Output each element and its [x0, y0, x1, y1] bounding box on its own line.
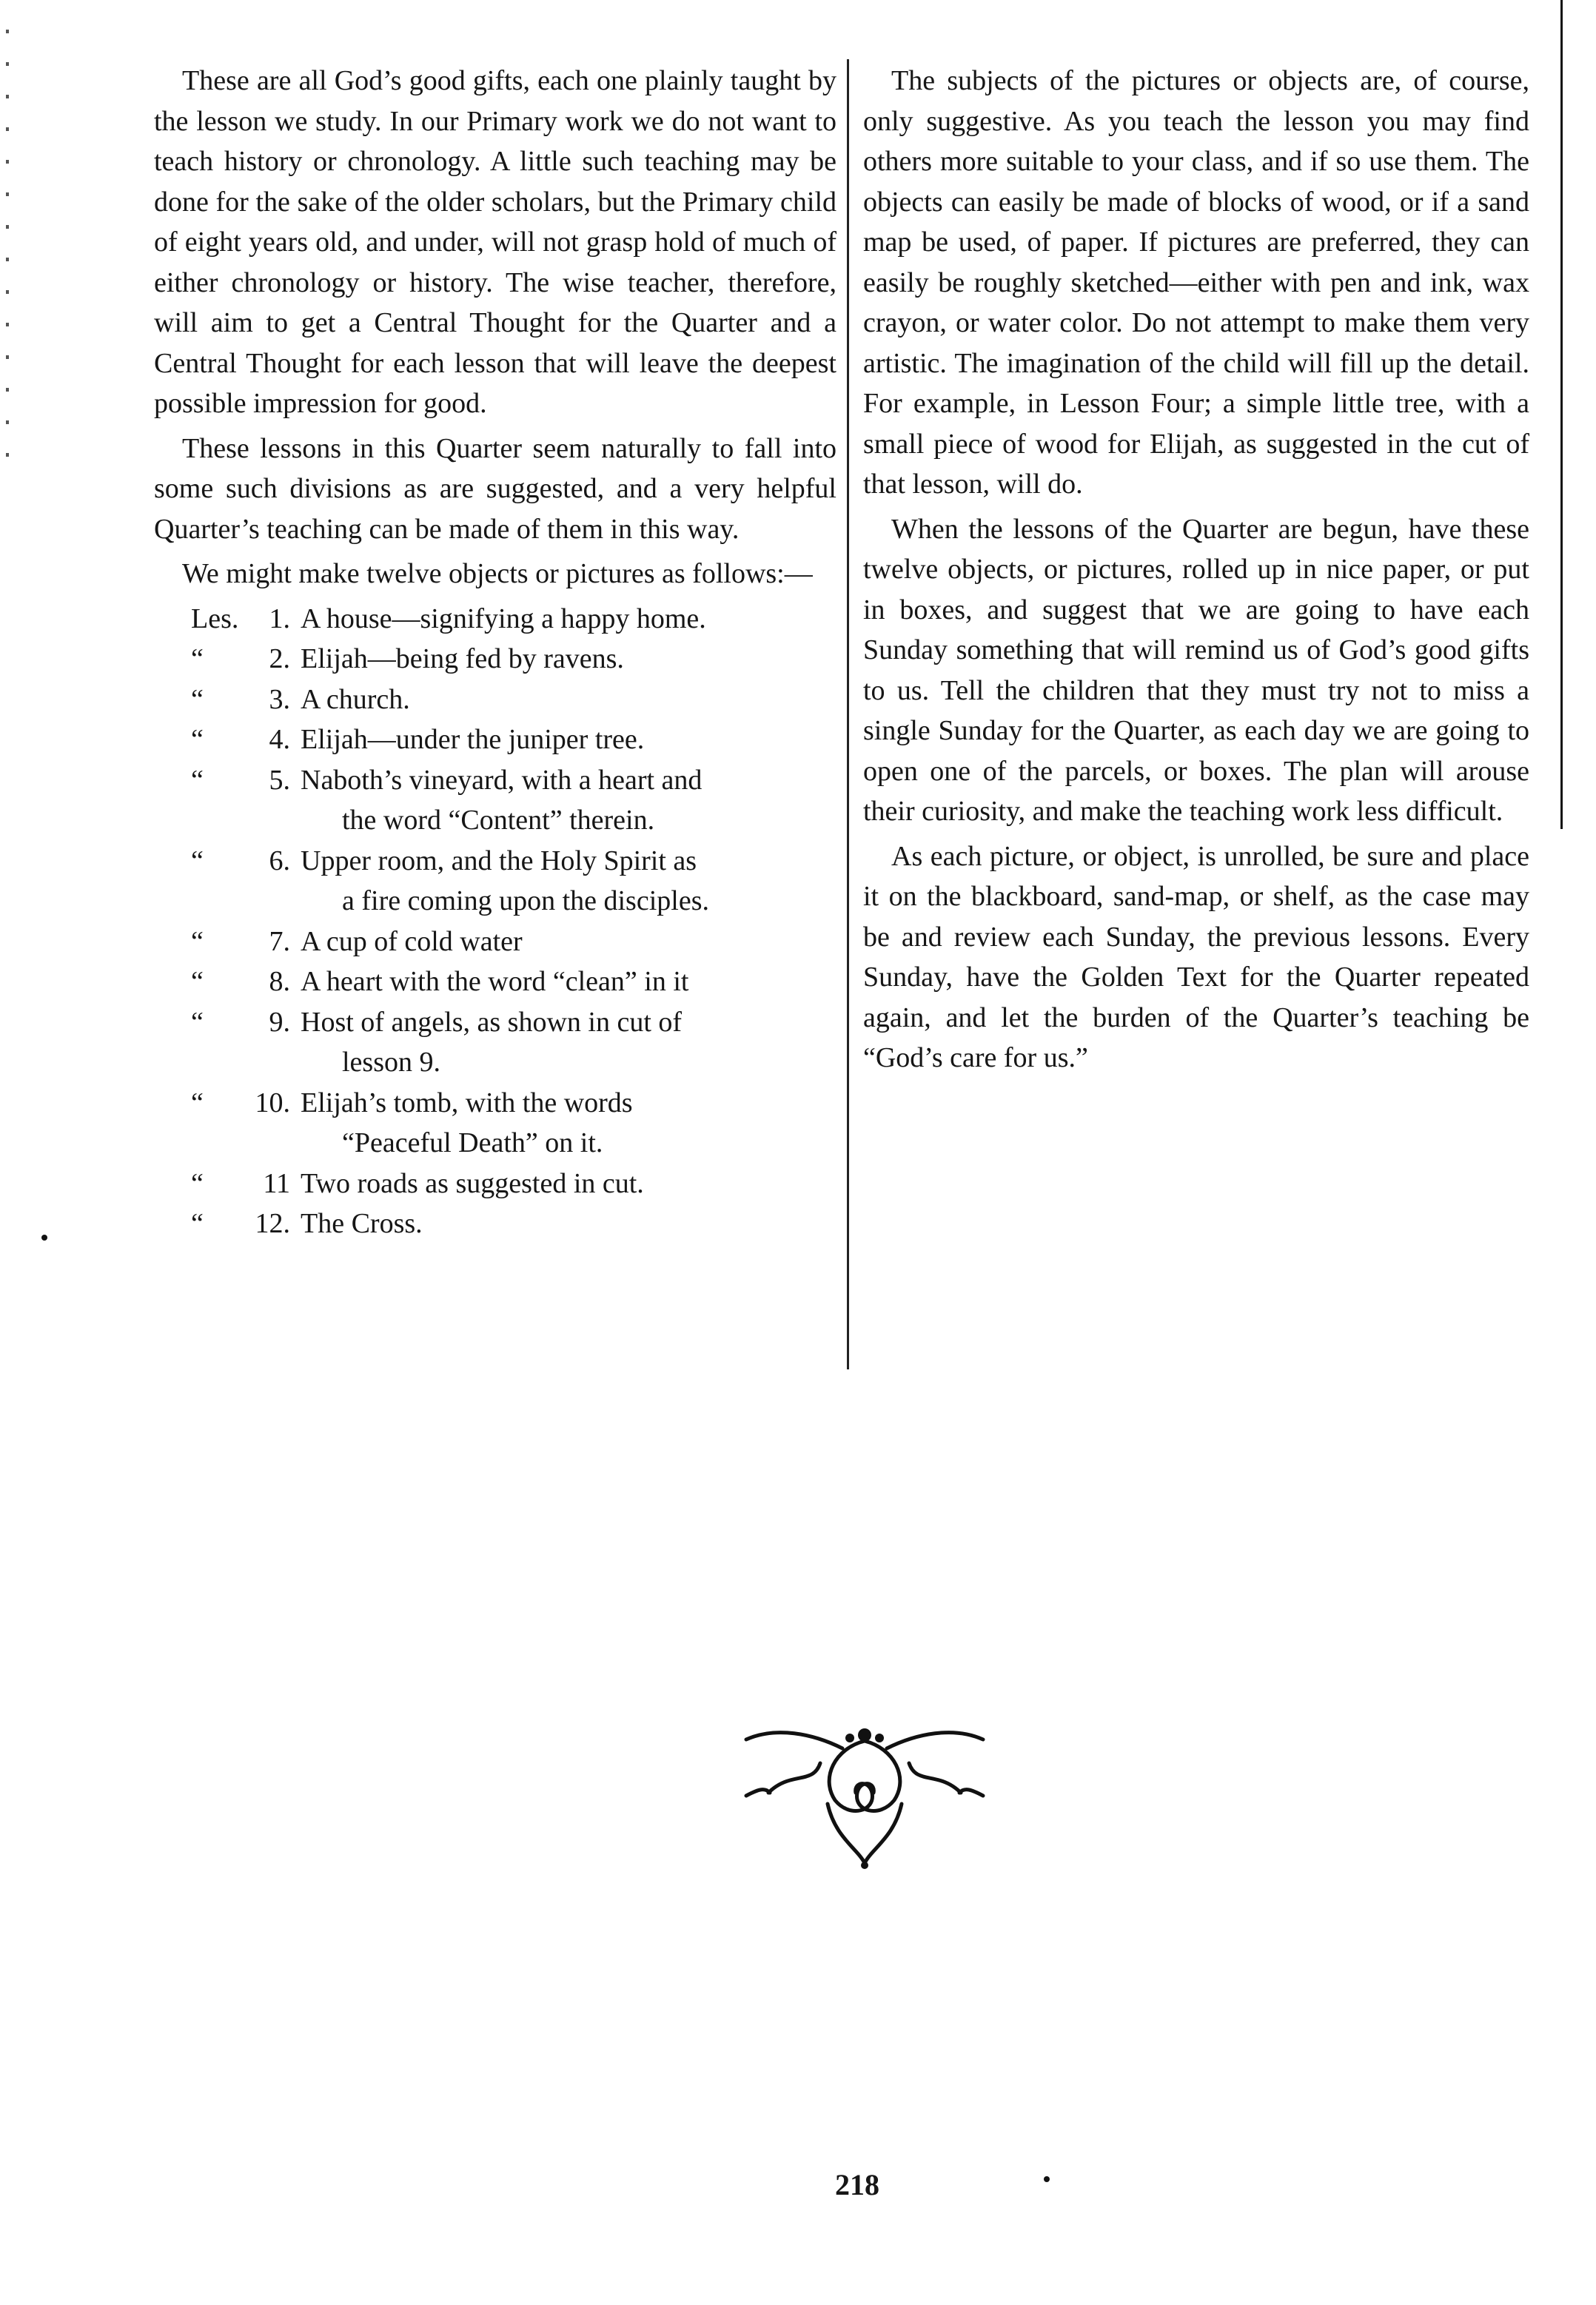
right-paragraph-1: The subjects of the pictures or objects are, of course, only suggestive. As you teach the lesson you may find others more suitable to your class, and if so use them. The objects can easily be made of blocks of wood, or if a sand map be used, of paper. If pictures are preferred, they can easily be roughly sketched—either with pen and ink, wax crayon, or water color. Do not attempt to make them very artistic. The imagination of the child will fill up the detail. For example, in Lesson Four; a simple little tree, with a small piece of wood for Elijah, as suggested in the cut of that lesson, will do.: [863, 65, 1529, 500]
lesson-number: 12.: [255, 1208, 290, 1239]
lesson-text-continued: “Peaceful Death” on it.: [342, 1127, 603, 1158]
lesson-item: [154, 841, 836, 922]
lesson-description: [301, 760, 836, 841]
lesson-item: [154, 962, 836, 1002]
lesson-prefix: “: [191, 764, 204, 796]
lesson-description: [301, 639, 836, 680]
lesson-item: [154, 719, 836, 760]
right-paragraph-2: When the lessons of the Quarter are begun, have these twelve objects, or pictures, rolled up in nice paper, or put in boxes, and suggest that we are going to have each Sunday something that will remind us of God’s good gifts to us. Tell the children that they must try not to miss a single Sunday for the Quarter, as each day we are going to open one of the parcels, or boxes. The plan will arouse their curiosity, and make the teaching work less difficult.: [863, 513, 1529, 827]
lesson-text: A cup of cold water: [301, 925, 523, 957]
lesson-text-continued: a fire coming upon the disciples.: [342, 885, 709, 916]
left-paragraph-3: We might make twelve objects or pictures as follows:—: [182, 558, 813, 589]
lesson-prefix: “: [191, 1167, 204, 1199]
lesson-text: Upper room, and the Holy Spirit as: [301, 845, 697, 876]
lesson-number: 7.: [269, 925, 290, 957]
lesson-text-continued: lesson 9.: [342, 1047, 440, 1078]
lesson-prefix: “: [191, 845, 204, 876]
lesson-prefix: Les.: [191, 603, 239, 634]
lesson-number: 8.: [269, 966, 290, 997]
lesson-prefix: “: [191, 1006, 204, 1038]
lesson-text: Elijah—being fed by ravens.: [301, 643, 624, 674]
lesson-text: Naboth’s vineyard, with a heart and: [301, 764, 703, 796]
lesson-item: [154, 922, 836, 962]
right-column: [863, 61, 1529, 1083]
lesson-text: A heart with the word “clean” in it: [301, 966, 689, 997]
lesson-number: 10.: [255, 1087, 290, 1118]
lesson-prefix: “: [191, 966, 204, 997]
lesson-prefix: “: [191, 643, 204, 674]
lesson-description: [301, 680, 836, 720]
left-paragraph-2: These lessons in this Quarter seem naturally to fall into some such divisions as are suggested, and a very helpful Quarter’s teaching can be made of them in this way.: [154, 432, 836, 545]
lesson-description: [301, 1164, 836, 1204]
lesson-description: [301, 719, 836, 760]
lesson-number: 11: [263, 1167, 290, 1199]
lesson-text: Elijah—under the juniper tree.: [301, 724, 645, 755]
lesson-text: Two roads as suggested in cut.: [301, 1167, 644, 1199]
lesson-description: [301, 962, 836, 1002]
stray-ink-dot: [1044, 2176, 1050, 2182]
lesson-description: [301, 599, 836, 640]
lesson-prefix: “: [191, 925, 204, 957]
lesson-item: [154, 1164, 836, 1204]
lesson-text-continued: the word “Content” therein.: [342, 805, 655, 836]
lesson-number: 6.: [269, 845, 290, 876]
lesson-item: [154, 599, 836, 640]
lesson-prefix: “: [191, 1087, 204, 1118]
lesson-description: [301, 841, 836, 922]
left-column: [154, 61, 836, 1250]
stray-ink-dot: [41, 1235, 47, 1241]
lesson-description: [301, 1002, 836, 1083]
lesson-number: 4.: [269, 724, 290, 755]
lesson-item: [154, 1204, 836, 1244]
lesson-item: [154, 639, 836, 680]
lesson-text: A church.: [301, 683, 410, 715]
right-edge-rule: [1560, 0, 1563, 829]
lesson-description: [301, 1204, 836, 1244]
lesson-text: The Cross.: [301, 1208, 423, 1239]
lesson-number: 3.: [269, 683, 290, 715]
lesson-number: 1.: [269, 603, 290, 634]
lesson-description: [301, 1083, 836, 1164]
lesson-item: [154, 680, 836, 720]
lesson-number: 2.: [269, 643, 290, 674]
column-divider: [847, 59, 849, 1369]
lesson-number: 5.: [269, 764, 290, 796]
scroll-heart-tailpiece-icon: [724, 1719, 1005, 1874]
lesson-number: 9.: [269, 1006, 290, 1038]
lesson-list: [154, 599, 836, 1244]
lesson-text: Host of angels, as shown in cut of: [301, 1006, 683, 1038]
lesson-description: [301, 922, 836, 962]
lesson-text: A house—signifying a happy home.: [301, 603, 706, 634]
lesson-prefix: “: [191, 683, 204, 715]
page-number: 218: [835, 2168, 879, 2201]
left-paragraph-1: These are all God’s good gifts, each one plainly taught by the lesson we study. In our Primary work we do not want to teach history or chronology. A little such teaching may be done for the sake of the older scholars, but the Primary child of eight years old, and under, will not grasp hold of much of either chronology or history. The wise teacher, therefore, will aim to get a Central Thought for the Quarter and a Central Thought for each lesson that will leave the deepest possible impression for good.: [154, 65, 836, 419]
lesson-prefix: “: [191, 724, 204, 755]
right-paragraph-3: As each picture, or object, is unrolled, be sure and place it on the blackboard, sand-map, or shelf, as the case may be and review each Sunday, the previous lessons. Every Sunday, have the Golden Text for the Quarter repeated again, and let the burden of the Quarter’s teaching be “God’s care for us.”: [863, 840, 1529, 1073]
lesson-item: [154, 760, 836, 841]
lesson-prefix: “: [191, 1208, 204, 1239]
lesson-item: [154, 1083, 836, 1164]
lesson-item: [154, 1002, 836, 1083]
left-margin-specks: [6, 30, 9, 466]
lesson-text: Elijah’s tomb, with the words: [301, 1087, 633, 1118]
